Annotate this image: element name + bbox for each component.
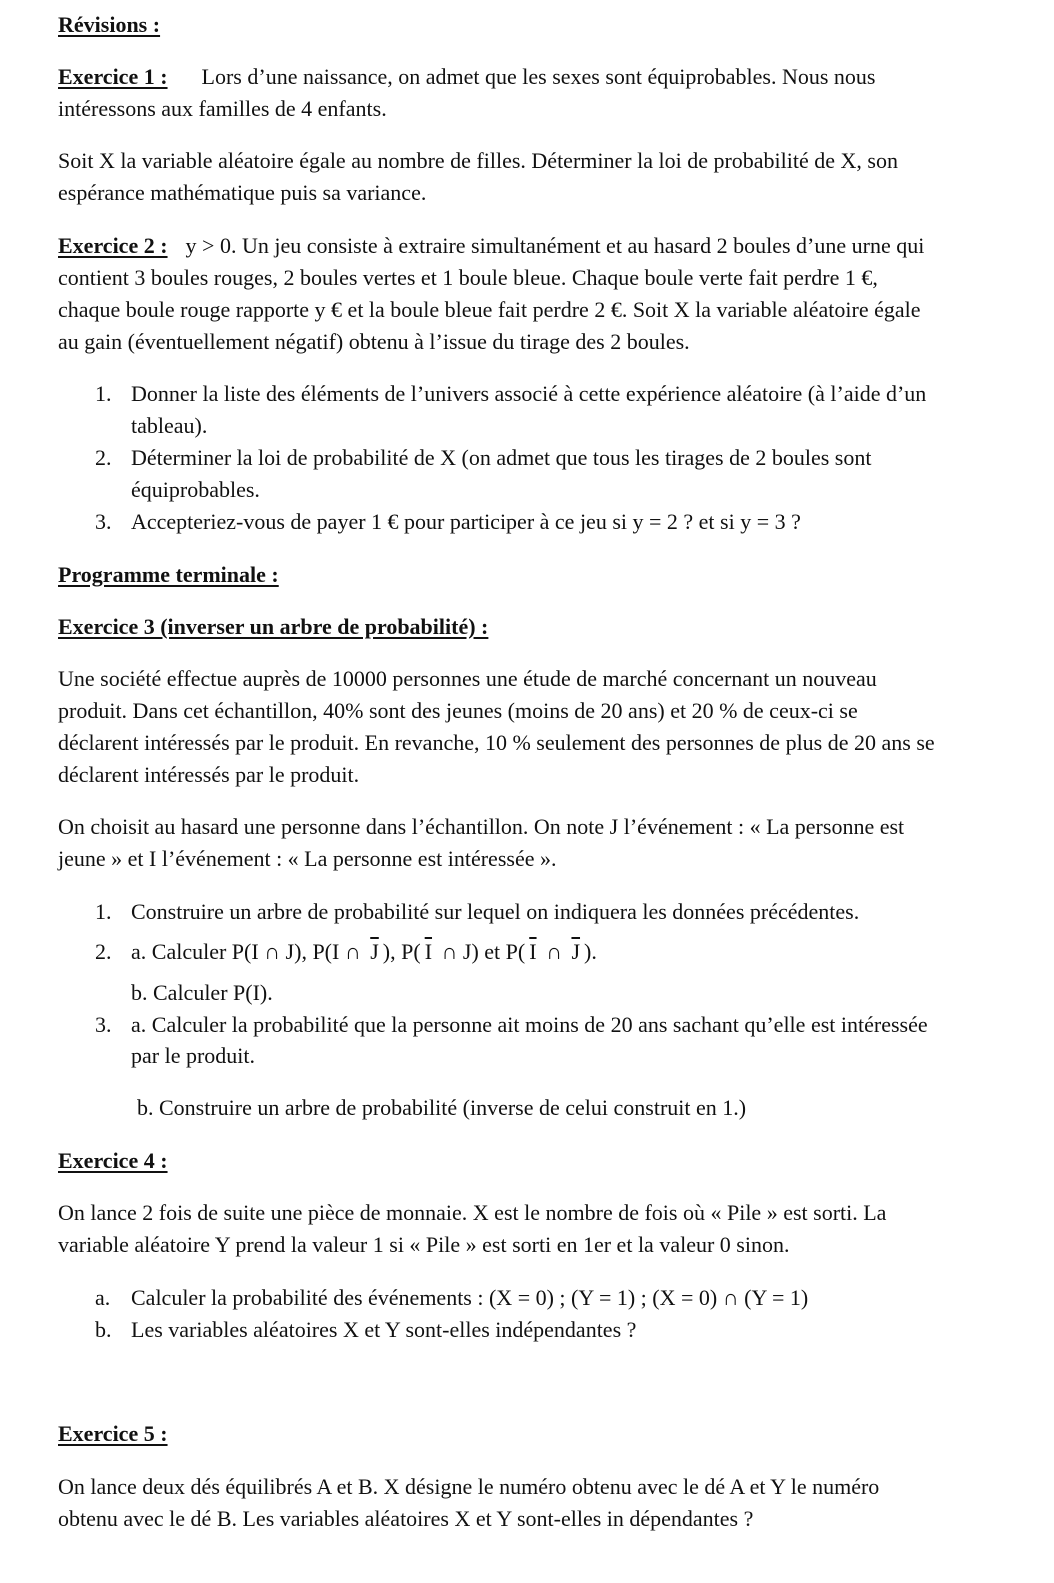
ex3-paragraph-line-4: déclarent intéressés par le produit. bbox=[58, 762, 360, 787]
ex2-text-1: y > 0. Un jeu consiste à extraire simultanément et au hasard 2 boules d’une urne qui bbox=[185, 233, 925, 258]
ex3-q2a-bar-i: $\overline{I}$ bbox=[424, 939, 433, 964]
ex4-qb-text: Les variables aléatoires X et Y sont-elles indépendantes ? bbox=[131, 1317, 637, 1342]
ex2-q3-line-1: Accepteriez-vous de payer 1 € pour participer à ce jeu si y = 2 ? et si y = 3 ? bbox=[131, 509, 801, 534]
ex4-qa-label: a. bbox=[95, 1285, 111, 1310]
ex3-paragraph-line-3: déclarent intéressés par le produit. En revanche, 10 % seulement des personnes de plus de 20 ans se bbox=[58, 730, 935, 755]
ex3-q1-number: 1. bbox=[95, 899, 112, 924]
ex1-line-3: Soit X la variable aléatoire égale au nombre de filles. Déterminer la loi de probabilité de X, son bbox=[58, 148, 898, 173]
ex3-q3-number: 3. bbox=[95, 1012, 112, 1037]
ex4-title: Exercice 4 : bbox=[58, 1148, 168, 1173]
ex3-q2b-line: b. Calculer P(I). bbox=[131, 980, 273, 1005]
ex3-q2a-bar-j: $\overline{J}$ bbox=[370, 939, 379, 964]
ex3-q2a-end: ). bbox=[584, 939, 597, 964]
ex5-title: Exercice 5 : bbox=[58, 1421, 168, 1446]
ex3-paragraph-line-1: Une société effectue auprès de 10000 personnes une étude de marché concernant un nouveau bbox=[58, 666, 877, 691]
ex3-q2a-bar-i-2: $\overline{I}$ bbox=[529, 939, 537, 964]
ex2-q3-number: 3. bbox=[95, 509, 112, 534]
ex2-q2-number: 2. bbox=[95, 445, 112, 470]
ex5-paragraph-line-2: obtenu avec le dé B. Les variables aléatoires X et Y sont-elles in dépendantes ? bbox=[58, 1506, 754, 1531]
ex1-text-1: Lors d’une naissance, on admet que les sexes sont équiprobables. Nous nous bbox=[201, 64, 876, 89]
ex3-q3a-line-1: a. Calculer la probabilité que la personne ait moins de 20 ans sachant qu’elle est intéressée bbox=[131, 1012, 928, 1037]
ex2-q1-number: 1. bbox=[95, 381, 112, 406]
ex2-q2-line-1: Déterminer la loi de probabilité de X (on admet que tous les tirages de 2 boules sont bbox=[131, 445, 872, 470]
ex2-q2-line-2: équiprobables. bbox=[131, 477, 260, 502]
ex3-paragraph-line-2: produit. Dans cet échantillon, 40% sont des jeunes (moins de 20 ans) et 20 % de ceux-ci se bbox=[58, 698, 858, 723]
ex3-q3b-line: b. Construire un arbre de probabilité (inverse de celui construit en 1.) bbox=[137, 1095, 747, 1120]
ex4-paragraph-line-2: variable aléatoire Y prend la valeur 1 si « Pile » est sorti en 1er et la valeur 0 sinon. bbox=[58, 1232, 790, 1257]
ex3-q3a-line-2: par le produit. bbox=[131, 1043, 256, 1068]
revisions-heading: Révisions : bbox=[58, 12, 161, 37]
ex3-paragraph-line-5: On choisit au hasard une personne dans l’échantillon. On note J l’événement : « La personne est bbox=[58, 814, 905, 839]
ex3-paragraph-line-6: jeune » et I l’événement : « La personne est intéressée ». bbox=[58, 846, 557, 871]
ex3-q2a-cap: ∩ bbox=[540, 939, 568, 964]
ex3-q2-number: 2. bbox=[95, 939, 112, 964]
ex1-line-2: intéressons aux familles de 4 enfants. bbox=[58, 96, 387, 121]
ex2-line-1 bbox=[58, 230, 924, 262]
ex4-paragraph-line-1: On lance 2 fois de suite une pièce de monnaie. X est le nombre de fois où « Pile » est sorti. La bbox=[58, 1200, 887, 1225]
ex1-line-4: espérance mathématique puis sa variance. bbox=[58, 180, 427, 205]
ex2-line-2: contient 3 boules rouges, 2 boules vertes et 1 boule bleue. Chaque boule verte fait perdre 1 €, bbox=[58, 265, 878, 290]
ex3-q1-text: Construire un arbre de probabilité sur lequel on indiquera les données précédentes. bbox=[131, 899, 860, 924]
ex3-q2a-line bbox=[131, 936, 597, 968]
ex4-qb-label: b. bbox=[95, 1317, 112, 1342]
ex2-line-3: chaque boule rouge rapporte y € et la boule bleue fait perdre 2 €. Soit X la variable aléatoire égale bbox=[58, 297, 921, 322]
ex2-title: Exercice 2 : bbox=[58, 233, 168, 258]
ex3-q2a-bar-j-2: $\overline{J}$ bbox=[571, 939, 581, 964]
ex2-q1-line-2: tableau). bbox=[131, 413, 208, 438]
ex5-paragraph-line-1: On lance deux dés équilibrés A et B. X désigne le numéro obtenu avec le dé A et Y le numéro bbox=[58, 1474, 880, 1499]
ex1-line-1 bbox=[58, 61, 875, 93]
ex2-line-4: au gain (éventuellement négatif) obtenu à l’issue du tirage des 2 boules. bbox=[58, 329, 690, 354]
ex1-title: Exercice 1 : bbox=[58, 64, 168, 89]
ex2-q1-line-1: Donner la liste des éléments de l’univers associé à cette expérience aléatoire (à l’aide d’un bbox=[131, 381, 927, 406]
ex3-q2a-mid-2: ∩ J) et P( bbox=[436, 939, 526, 964]
ex3-q2a-mid-1: ), P( bbox=[382, 939, 421, 964]
ex3-title: Exercice 3 (inverser un arbre de probabilité) : bbox=[58, 614, 489, 639]
ex3-q2a-prefix: a. Calculer P(I ∩ J), P(I ∩ bbox=[131, 939, 367, 964]
programme-heading: Programme terminale : bbox=[58, 562, 279, 587]
ex4-qa-text: Calculer la probabilité des événements : (X = 0) ; (Y = 1) ; (X = 0) ∩ (Y = 1) bbox=[131, 1285, 809, 1310]
